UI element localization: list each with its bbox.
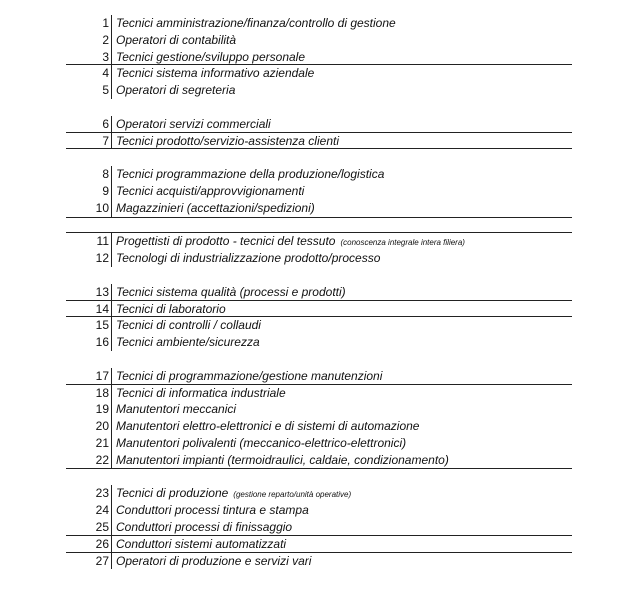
table-row <box>66 553 572 570</box>
row-number: 20 <box>95 419 109 434</box>
group-spacer <box>66 149 572 166</box>
row-label: Conduttori processi di finissaggio <box>111 519 292 536</box>
row-number: 3 <box>102 49 109 64</box>
table-row <box>66 385 572 402</box>
row-number: 6 <box>102 116 109 131</box>
row-label: Tecnici amministrazione/finanza/controllo di gestione <box>111 15 396 32</box>
row-number: 15 <box>95 318 109 333</box>
row-label <box>111 485 351 502</box>
row-number: 26 <box>95 536 109 551</box>
table-row <box>66 334 572 351</box>
row-number: 25 <box>95 519 109 534</box>
table-row <box>66 368 572 385</box>
table-row <box>66 200 572 217</box>
row-number: 11 <box>96 234 109 249</box>
row-label: Tecnici gestione/sviluppo personale <box>111 49 305 66</box>
row-label: Tecnici programmazione della produzione/logistica <box>111 166 384 183</box>
row-label: Tecnici di informatica industriale <box>111 385 286 402</box>
row-number: 21 <box>95 435 109 450</box>
table-row <box>66 82 572 99</box>
row-label: Manutentori polivalenti (meccanico-elettrico-elettronici) <box>111 435 406 452</box>
row-label-text: Tecnici di produzione <box>116 486 229 501</box>
row-note: (gestione reparto/unità operative) <box>233 490 352 500</box>
table-row <box>66 233 572 250</box>
group-spacer <box>66 267 572 284</box>
table-row <box>66 183 572 200</box>
row-number: 7 <box>102 133 109 148</box>
row-number: 22 <box>95 452 109 467</box>
row-label: Tecnici sistema qualità (processi e prodotti) <box>111 284 346 301</box>
group-spacer <box>66 469 572 486</box>
row-number: 10 <box>95 200 109 215</box>
group-divider <box>66 217 572 234</box>
table-row <box>66 502 572 519</box>
row-number: 4 <box>102 66 109 81</box>
row-number: 1 <box>102 16 109 30</box>
row-number: 14 <box>95 301 109 316</box>
row-number: 9 <box>102 183 109 198</box>
group-spacer <box>66 99 572 116</box>
row-label: Conduttori sistemi automatizzati <box>111 536 286 553</box>
row-number: 24 <box>95 503 109 518</box>
row-number: 23 <box>95 486 109 501</box>
table-row <box>66 317 572 334</box>
row-number: 13 <box>95 284 109 299</box>
table-row <box>66 418 572 435</box>
row-label: Operatori di segreteria <box>111 82 235 99</box>
table-row <box>66 65 572 82</box>
row-label: Operatori di contabilità <box>111 32 236 49</box>
row-label: Manutentori elettro-elettronici e di sistemi di automazione <box>111 418 419 435</box>
row-number: 5 <box>102 83 109 98</box>
row-label-text: Progettisti di prodotto - tecnici del tessuto <box>116 234 336 249</box>
row-label: Manutentori impianti (termoidraulici, caldaie, condizionamento) <box>111 452 449 469</box>
row-label: Tecnici sistema informativo aziendale <box>111 65 314 82</box>
row-label: Tecnici acquisti/approvvigionamenti <box>111 183 304 200</box>
table-row <box>66 15 572 32</box>
row-label: Tecnici prodotto/servizio-assistenza clienti <box>111 133 339 150</box>
job-profile-table <box>66 15 572 569</box>
row-label: Magazzinieri (accettazioni/spedizioni) <box>111 200 315 217</box>
table-row <box>66 452 572 469</box>
row-label: Tecnologi di industrializzazione prodotto/processo <box>111 250 380 267</box>
row-label: Tecnici ambiente/sicurezza <box>111 334 260 351</box>
group-spacer <box>66 351 572 368</box>
row-label <box>111 233 465 250</box>
table-row <box>66 32 572 49</box>
row-label: Operatori servizi commerciali <box>111 116 271 133</box>
row-label: Operatori di produzione e servizi vari <box>111 553 311 570</box>
table-row <box>66 166 572 183</box>
table-row <box>66 301 572 318</box>
row-number: 17 <box>95 368 109 383</box>
row-label: Conduttori processi tintura e stampa <box>111 502 309 519</box>
row-number: 16 <box>95 335 109 350</box>
table-row <box>66 49 572 66</box>
row-number: 12 <box>95 251 109 266</box>
table-row <box>66 519 572 536</box>
table-row <box>66 284 572 301</box>
row-number: 19 <box>95 402 109 417</box>
row-number: 27 <box>95 553 109 568</box>
row-number: 2 <box>102 32 109 47</box>
table-row <box>66 435 572 452</box>
row-label: Tecnici di controlli / collaudi <box>111 317 261 334</box>
table-row <box>66 401 572 418</box>
table-row <box>66 485 572 502</box>
table-row <box>66 116 572 133</box>
table-row <box>66 536 572 553</box>
row-label: Tecnici di laboratorio <box>111 301 226 318</box>
row-number: 18 <box>95 385 109 400</box>
row-label: Tecnici di programmazione/gestione manutenzioni <box>111 368 382 385</box>
table-row <box>66 250 572 267</box>
table-row <box>66 133 572 150</box>
row-note: (conoscenza integrale intera filiera) <box>340 238 465 248</box>
row-number: 8 <box>102 167 109 182</box>
row-label: Manutentori meccanici <box>111 401 236 418</box>
